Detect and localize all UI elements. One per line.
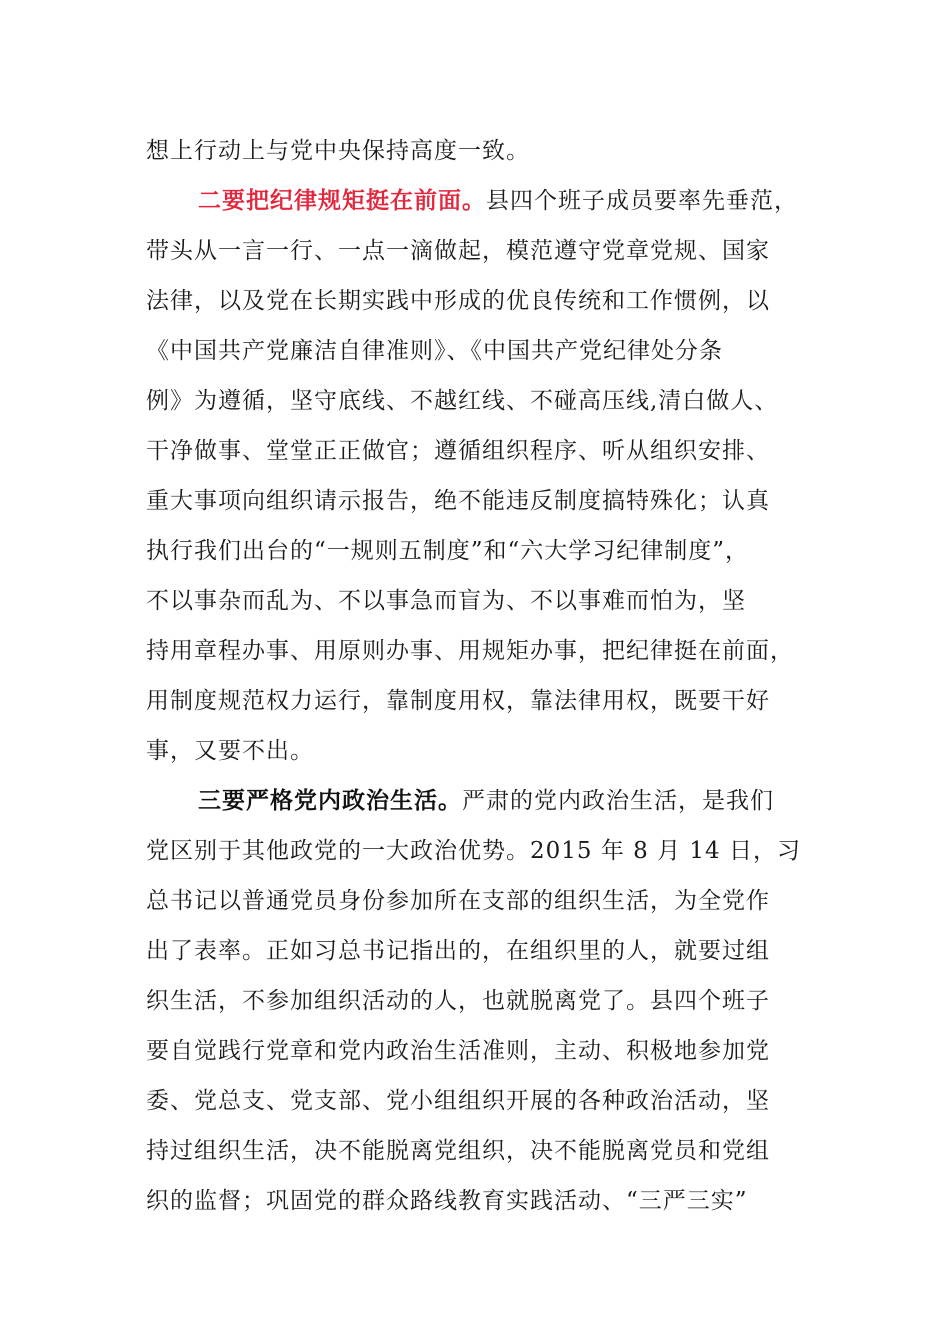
text-line: 干净做事、堂堂正正做官；遵循组织程序、听从组织安排、 <box>146 438 770 464</box>
text-line: 带头从一言一行、一点一滴做起，模范遵守党章党规、国家 <box>146 238 770 264</box>
text-span: 严肃的党内政治生活，是我们 <box>462 788 774 814</box>
text-line: 持过组织生活，决不能脱离党组织，决不能脱离党员和党组 <box>146 1138 770 1164</box>
text-line: 事，又要不出。 <box>146 738 314 764</box>
text-line: 法律，以及党在长期实践中形成的优良传统和工作惯例，以 <box>146 288 770 314</box>
text-line: 要自觉践行党章和党内政治生活准则，主动、积极地参加党 <box>146 1038 770 1064</box>
text-line: 党区别于其他政党的一大政治优势。2015 年 8 月 14 日，习 <box>146 838 801 864</box>
text-span: 县四个班子成员要率先垂范， <box>486 188 798 214</box>
paragraph-first-line <box>198 176 798 226</box>
text-line: 不以事杂而乱为、不以事急而盲为、不以事难而怕为，坚 <box>146 588 746 614</box>
text-line: 出了表率。正如习总书记指出的，在组织里的人，就要过组 <box>146 938 770 964</box>
paragraph-first-line <box>198 776 774 826</box>
text-line: 持用章程办事、用原则办事、用规矩办事，把纪律挺在前面， <box>146 638 794 664</box>
section-heading-political-life: 三要严格党内政治生活。 <box>198 788 462 814</box>
text-line: 织生活，不参加组织活动的人，也就脱离党了。县四个班子 <box>146 988 770 1014</box>
text-line: 织的监督；巩固党的群众路线教育实践活动、“三严三实” <box>146 1188 748 1214</box>
text-line: 例》为遵循，坚守底线、不越红线、不碰高压线,清白做人、 <box>146 388 779 414</box>
text-line: 《中国共产党廉洁自律准则》、《中国共产党纪律处分条 <box>146 338 723 364</box>
text-line: 执行我们出台的“一规则五制度”和“六大学习纪律制度”， <box>146 538 750 564</box>
text-line: 想上行动上与党中央保持高度一致。 <box>146 138 530 164</box>
section-heading-discipline: 二要把纪律规矩挺在前面。 <box>198 188 486 214</box>
text-line: 委、党总支、党支部、党小组组织开展的各种政治活动，坚 <box>146 1088 770 1114</box>
text-line: 用制度规范权力运行，靠制度用权，靠法律用权，既要干好 <box>146 688 770 714</box>
text-line: 重大事项向组织请示报告，绝不能违反制度搞特殊化；认真 <box>146 488 770 514</box>
text-line: 总书记以普通党员身份参加所在支部的组织生活，为全党作 <box>146 888 770 914</box>
